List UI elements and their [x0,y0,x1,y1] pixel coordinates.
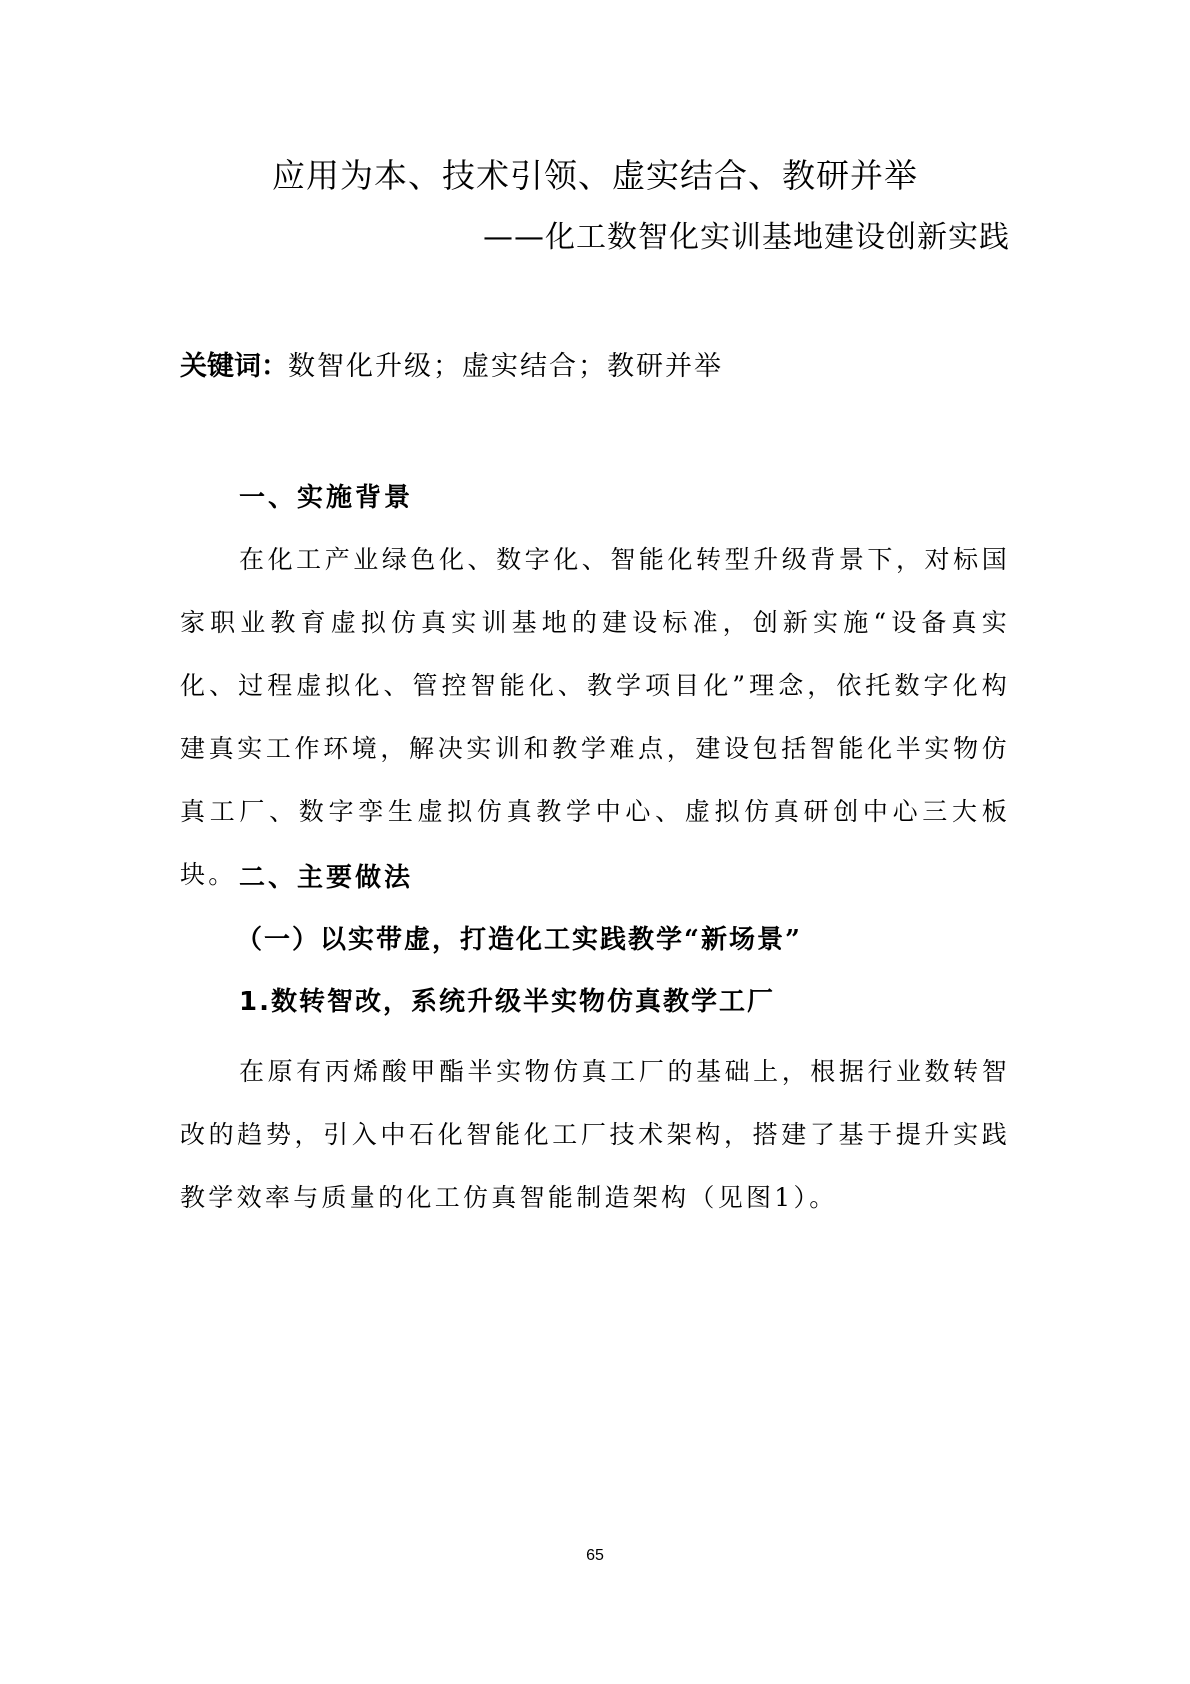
keywords-line [180,345,723,389]
section-heading-main-practices: 二、主要做法 [239,863,414,893]
keywords-values: 数智化升级；虚实结合；教研并举 [288,351,723,382]
page-number: 65 [586,1547,604,1564]
item-paragraph: 在原有丙烯酸甲酯半实物仿真工厂的基础上，根据行业数转智改的趋势，引入中石化智能化工厂技术架构，搭建了基于提升实践教学效率与质量的化工仿真智能制造架构（见图1）。 [180,1057,1010,1212]
item-heading: 1.数转智改，系统升级半实物仿真教学工厂 [239,987,775,1017]
document-subtitle: ——化工数智化实训基地建设创新实践 [483,220,1010,255]
document-title: 应用为本、技术引领、虚实结合、教研并举 [272,156,918,195]
subsection-heading: （一）以实带虚，打造化工实践教学“新场景” [236,925,802,955]
section-heading-background: 一、实施背景 [239,483,414,513]
keywords-label: 关键词： [180,351,288,382]
section-paragraph-background: 在化工产业绿色化、数字化、智能化转型升级背景下，对标国家职业教育虚拟仿真实训基地的建设标准，创新实施“设备真实化、过程虚拟化、管控智能化、教学项目化”理念，依托数字化构建真实工作环境，解决实训和教学难点，建设包括智能化半实物仿真工厂、数字孪生虚拟仿真教学中心、虚拟仿真研创中心三大板块。 [180,545,1010,889]
